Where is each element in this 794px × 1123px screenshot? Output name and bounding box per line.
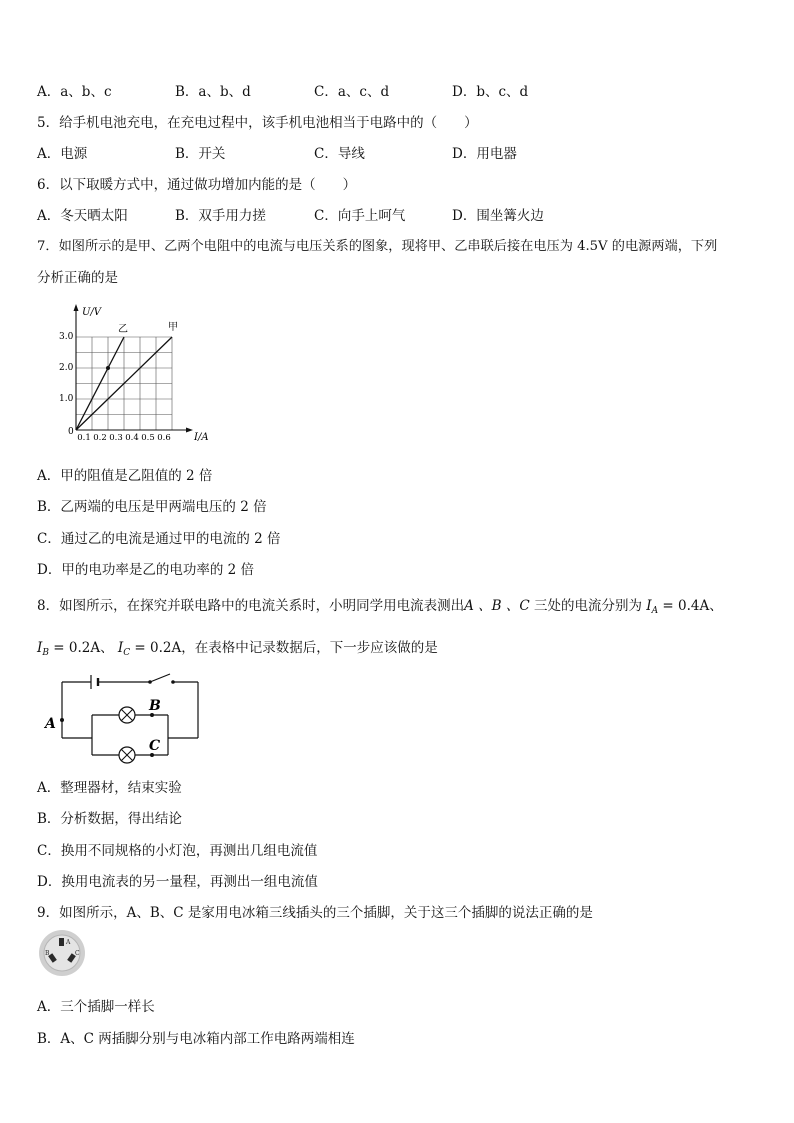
q8-stem-line-2: $I_B = 0.2A$、 $I_C = 0.2A$，在表格中记录数据后，下一步应该做的是	[37, 640, 438, 658]
q7-option-a: A．甲的阻值是乙阻值的 2 倍	[37, 468, 213, 484]
q7-option-d: D．甲的电功率是乙的电功率的 2 倍	[37, 562, 254, 578]
q8-ia-value: = 0.4A	[662, 598, 710, 614]
q6-option-d: D．围坐篝火边	[452, 208, 544, 224]
q8-ic-value: = 0.2A	[134, 640, 182, 656]
q7-option-b: B．乙两端的电压是甲两端电压的 2 倍	[37, 499, 267, 515]
y-tick-label: 3.0	[59, 332, 74, 342]
x-axis-label: I/A	[194, 432, 209, 443]
x-tick-label: 0.4	[125, 433, 139, 443]
lamp-c-symbol	[119, 747, 135, 763]
u-i-graph	[56, 302, 216, 452]
q5-option-c: C．导线	[314, 146, 365, 162]
lamp-b-symbol	[119, 707, 135, 723]
plug-label-c: C	[75, 950, 80, 957]
q4-option-b: B．a、b、d	[175, 84, 251, 100]
y-tick-label: 2.0	[59, 363, 74, 373]
q9-option-b: B．A、C 两插脚分别与电冰箱内部工作电路两端相连	[37, 1031, 355, 1047]
y-axis-arrow	[74, 304, 79, 311]
q4-option-a: A．a、b、c	[37, 84, 112, 100]
label-a: A	[45, 716, 56, 732]
q9-option-a: A．三个插脚一样长	[37, 999, 155, 1015]
switch-symbol	[148, 674, 175, 684]
parallel-circuit-diagram	[40, 670, 205, 770]
point-a-dot	[60, 718, 64, 722]
x-tick-label: 0.2	[93, 433, 107, 443]
series-label-jia: 甲	[168, 322, 178, 333]
q5-option-a: A．电源	[37, 146, 88, 162]
q8-option-c: C．换用不同规格的小灯泡，再测出几组电流值	[37, 843, 318, 859]
q6-stem: 6．以下取暖方式中，通过做功增加内能的是（ ）	[37, 177, 357, 193]
q5-option-d: D．用电器	[452, 146, 517, 162]
battery-symbol	[91, 675, 98, 689]
label-b: B	[149, 698, 161, 714]
x-tick-label: 0.6	[157, 433, 171, 443]
plug-label-a: A	[66, 939, 71, 946]
q6-option-c: C．向手上呵气	[314, 208, 406, 224]
q8-stem-suffix: ，在表格中记录数据后，下一步应该做的是	[181, 640, 438, 656]
plug-label-b: B	[45, 950, 50, 957]
q5-stem: 5．给手机电池充电，在充电过程中，该手机电池相当于电路中的（ ）	[37, 115, 478, 131]
q5-option-b: B．开关	[175, 146, 226, 162]
q7-stem-line-1: 7．如图所示的是甲、乙两个电阻中的电流与电压关系的图象，现将甲、乙串联后接在电压为 4.5V 的电源两端，下列	[37, 239, 718, 254]
q7-option-c: C．通过乙的电流是通过甲的电流的 2 倍	[37, 531, 281, 547]
q6-option-a: A．冬天晒太阳	[37, 208, 128, 224]
q8-stem-line-1: 8．如图所示，在探究并联电路中的电流关系时，小明同学用电流表测出A 、B 、C 三处的电流分别为 $I_A = 0.4A$、	[37, 598, 723, 616]
y-axis-label: U/V	[82, 307, 102, 318]
series-label-yi: 乙	[118, 324, 128, 335]
q6-option-b: B．双手用力搓	[175, 208, 266, 224]
three-pin-plug-image	[37, 928, 89, 980]
q8-stem-prefix: 8．如图所示，在探究并联电路中的电流关系时，小明同学用电流表测出	[37, 598, 465, 614]
label-c: C	[149, 738, 161, 754]
q8-points: A 、B 、C	[464, 598, 530, 614]
x-tick-label: 0.3	[109, 433, 123, 443]
q4-option-c: C．a、c、d	[314, 84, 390, 100]
series-point-yi	[106, 366, 110, 370]
q8-option-a: A．整理器材，结束实验	[37, 780, 182, 796]
q8-option-d: D．换用电流表的另一量程，再测出一组电流值	[37, 874, 318, 890]
x-tick-label: 0.1	[77, 433, 91, 443]
q8-ib-value: = 0.2A	[53, 640, 101, 656]
x-tick-label: 0.5	[141, 433, 155, 443]
q9-stem: 9．如图所示，A、B、C 是家用电冰箱三线插头的三个插脚，关于这三个插脚的说法正确的是	[37, 905, 593, 921]
origin-label: 0	[68, 427, 74, 437]
x-axis-arrow	[186, 428, 193, 433]
q8-option-b: B．分析数据，得出结论	[37, 811, 182, 827]
q8-stem-mid: 三处的电流分别为	[533, 598, 642, 614]
q7-stem-line-2: 分析正确的是	[37, 270, 118, 286]
q4-option-d: D．b、c、d	[452, 84, 529, 100]
y-tick-label: 1.0	[59, 394, 74, 404]
